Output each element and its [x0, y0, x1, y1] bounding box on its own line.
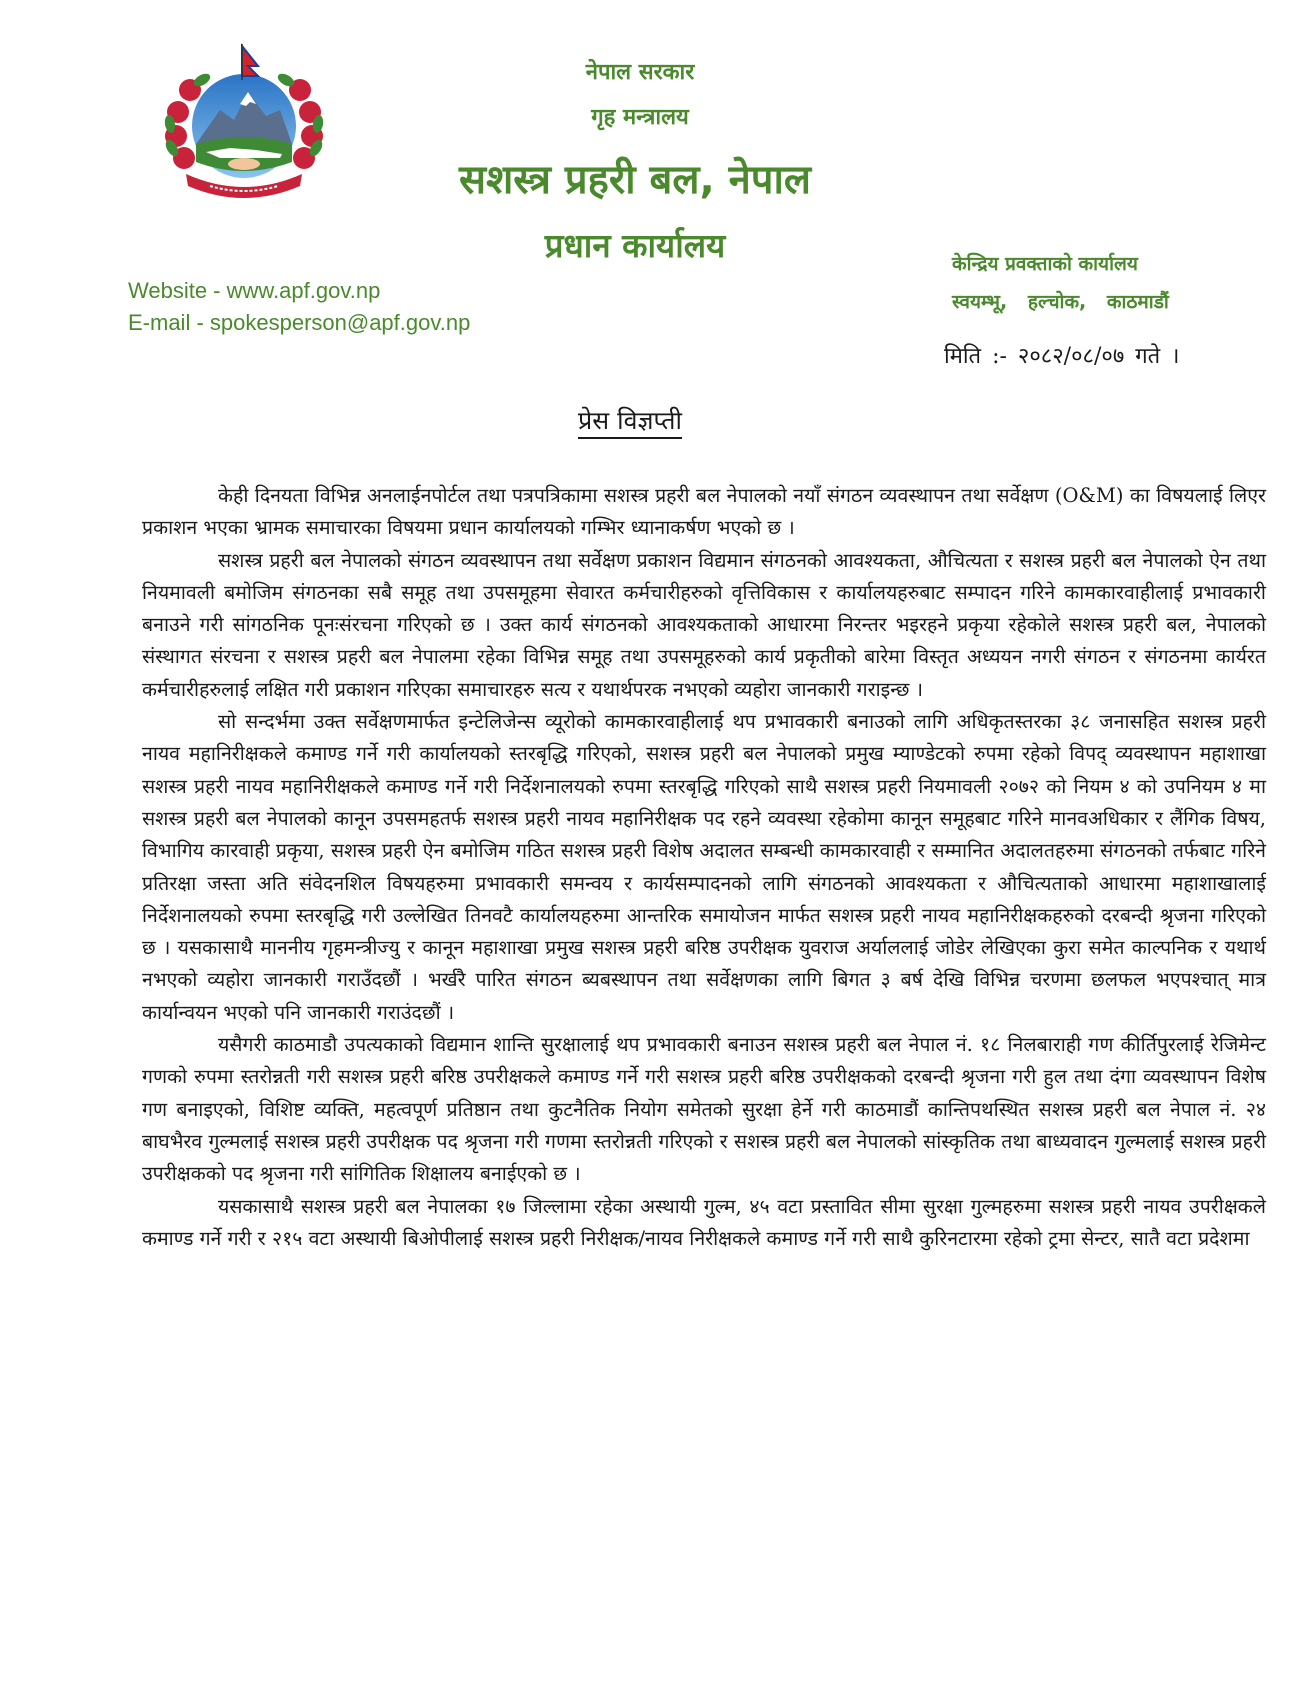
website-link[interactable]: Website - www.apf.gov.np	[128, 278, 381, 303]
headquarters-title: प्रधान कार्यालय	[544, 226, 726, 265]
paragraph: केही दिनयता विभिन्न अनलाईनपोर्टल तथा पत्रपत्रिकामा सशस्त्र प्रहरी बल नेपालको नयाँ संगठन व्यवस्थापन तथा सर्वेक्षण (O&M) का विषयलाई लिएर प्रकाशन भएका भ्रामक समाचारका विषयमा प्रधान कार्यालयको गम्भिर ध्यानाकर्षण भएको छ ।	[142, 484, 1266, 540]
ministry-name: गृह मन्त्रालय	[591, 105, 689, 130]
document-title-text: प्रेस विज्ञप्ती	[578, 406, 682, 439]
document-title	[0, 403, 1300, 437]
government-name: नेपाल सरकार	[585, 60, 695, 85]
document-body	[142, 480, 1266, 1255]
paragraph: यसकासाथै सशस्त्र प्रहरी बल नेपालका १७ जिल्लामा रहेका अस्थायी गुल्म, ४५ वटा प्रस्तावित सीमा सुरक्षा गुल्महरुमा सशस्त्र प्रहरी नायव उपरीक्षकले कमाण्ड गर्ने गरी र २१५ वटा अस्थायी बिओपीलाई सशस्त्र प्रहरी निरीक्षक/नायव निरीक्षकले कमाण्ड गर्ने गरी साथै कुरिनटारमा रहेको ट्रमा सेन्टर, सातै वटा प्रदेशमा	[142, 1194, 1266, 1250]
paragraph: सशस्त्र प्रहरी बल नेपालको संगठन व्यवस्थापन तथा सर्वेक्षण प्रकाशन विद्यमान संगठनको आवश्यकता, औचित्यता र सशस्त्र प्रहरी बल नेपालको ऐन तथा नियमावली बमोजिम संगठनका सबै समूह तथा उपसमूहमा सेवारत कर्मचारीहरुको वृत्तिविकास र कार्यालयहरुबाट सम्पादन गरिने कामकारवाहीलाई प्रभावकारी बनाउने गरी सांगठनिक पूनःसंरचना गरिएको छ । उक्त कार्य संगठनको आवश्यकताको आधारमा निरन्तर भइरहने प्रकृया रहेकोले सशस्त्र प्रहरी बल, नेपालको संस्थागत संरचना र सशस्त्र प्रहरी बल नेपालमा रहेका विभिन्न समूह तथा उपसमूहरुको कार्य प्रकृतीको बारेमा विस्तृत अध्ययन नगरी संगठन र संगठनमा कार्यरत कर्मचारीहरुलाई लक्षित गरी प्रकाशन गरिएका समाचारहरु सत्य र यथार्थपरक नभएको व्यहोरा जानकारी गराइन्छ ।	[142, 548, 1266, 701]
paragraph: यसैगरी काठमाडौ उपत्यकाको विद्यमान शान्ति सुरक्षालाई थप प्रभावकारी बनाउन सशस्त्र प्रहरी बल नेपाल नं. १८ निलबाराही गण कीर्तिपुरलाई रेजिमेन्ट गणको रुपमा स्तरोन्नती गरी सशस्त्र प्रहरी बरिष्ठ उपरीक्षकले कमाण्ड गर्ने गरी सशस्त्र प्रहरी बरिष्ठ उपरीक्षकको दरबन्दी श्रृजना गरी हुल तथा दंगा व्यवस्थापन विशेष गण बनाइएको, विशिष्ट व्यक्ति, महत्वपूर्ण प्रतिष्ठान तथा कुटनैतिक नियोग समेतको सुरक्षा हेर्ने गरी काठमाडौं कान्तिपथस्थित सशस्त्र प्रहरी बल नेपाल नं. २४ बाघभैरव गुल्मलाई सशस्त्र प्रहरी उपरीक्षक पद श्रृजना गरी गणमा स्तरोन्नती गरिएको र सशस्त्र प्रहरी बल नेपालको सांस्कृतिक तथा बाध्यवादन गुल्मलाई सशस्त्र प्रहरी उपरीक्षकको पद श्रृजना गरी सांगितिक शिक्षालय बनाईएको छ ।	[142, 1033, 1266, 1186]
paragraph: सो सन्दर्भमा उक्त सर्वेक्षणमार्फत इन्टेलिजेन्स व्यूरोको कामकारवाहीलाई थप प्रभावकारी बनाउको लागि अधिकृतस्तरका ३८ जनासहित सशस्त्र प्रहरी नायव महानिरीक्षकले कमाण्ड गर्ने गरी कार्यालयको स्तरबृद्धि गरिएको, सशस्त्र प्रहरी बल नेपालको प्रमुख म्याण्डेटको रुपमा रहेको विपद् व्यवस्थापन महाशाखा सशस्त्र प्रहरी नायव महानिरीक्षकले कमाण्ड गर्ने गरी निर्देशनालयको रुपमा स्तरबृद्धि गरिएको साथै सशस्त्र प्रहरी नियमावली २०७२ को नियम ४ को उपनियम ४ मा सशस्त्र प्रहरी बल नेपालको कानून उपसमहतर्फ सशस्त्र प्रहरी नायव महानिरीक्षक पद रहने व्यवस्था रहेकोमा कानून समूहबाट गरिने मानवअधिकार र लैंगिक विषय, विभागिय कारवाही प्रकृया, सशस्त्र प्रहरी ऐन बमोजिम गठित सशस्त्र प्रहरी विशेष अदालत सम्बन्धी कामकारवाही र सम्मानित अदालतहरुमा संगठनको तर्फबाट गरिने प्रतिरक्षा जस्ता अति संवेदनशिल विषयहरुमा प्रभावकारी समन्वय र कार्यसम्पादनको लागि संगठनको आवश्यकता र औचित्यताको आधारमा महाशाखालाई निर्देशनालयको रुपमा स्तरबृद्धि गरी उल्लेखित तिनवटै कार्यालयहरुमा आन्तरिक समायोजन मार्फत सशस्त्र प्रहरी नायव महानिरीक्षकहरुको दरबन्दी श्रृजना गरिएको छ । यसकासाथै माननीय गृहमन्त्रीज्यु र कानून महाशाखा प्रमुख सशस्त्र प्रहरी बरिष्ठ उपरीक्षक युवराज अर्याललाई जोडेर लेखिएका कुरा समेत काल्पनिक र यथार्थ नभएको व्यहोरा जानकारी गराउँदछौं । भर्खरै पारित संगठन ब्यबस्थापन तथा सर्वेक्षणका लागि बिगत ३ बर्ष देखि विभिन्न चरणमा छलफल भएपश्चात् मात्र कार्यान्वयन भएको पनि जानकारी गराउंदछौं ।	[142, 710, 1266, 1024]
organization-name: सशस्त्र प्रहरी बल, नेपाल	[459, 157, 811, 203]
office-name: केन्द्रिय प्रवक्ताको कार्यालय	[952, 253, 1138, 275]
document-date: मिति :- २०८२/०८/०७ गते ।	[944, 344, 1180, 369]
email-link[interactable]: E-mail - spokesperson@apf.gov.np	[128, 310, 471, 335]
office-address: स्वयम्भू, हल्चोक, काठमाडौं	[952, 291, 1169, 313]
